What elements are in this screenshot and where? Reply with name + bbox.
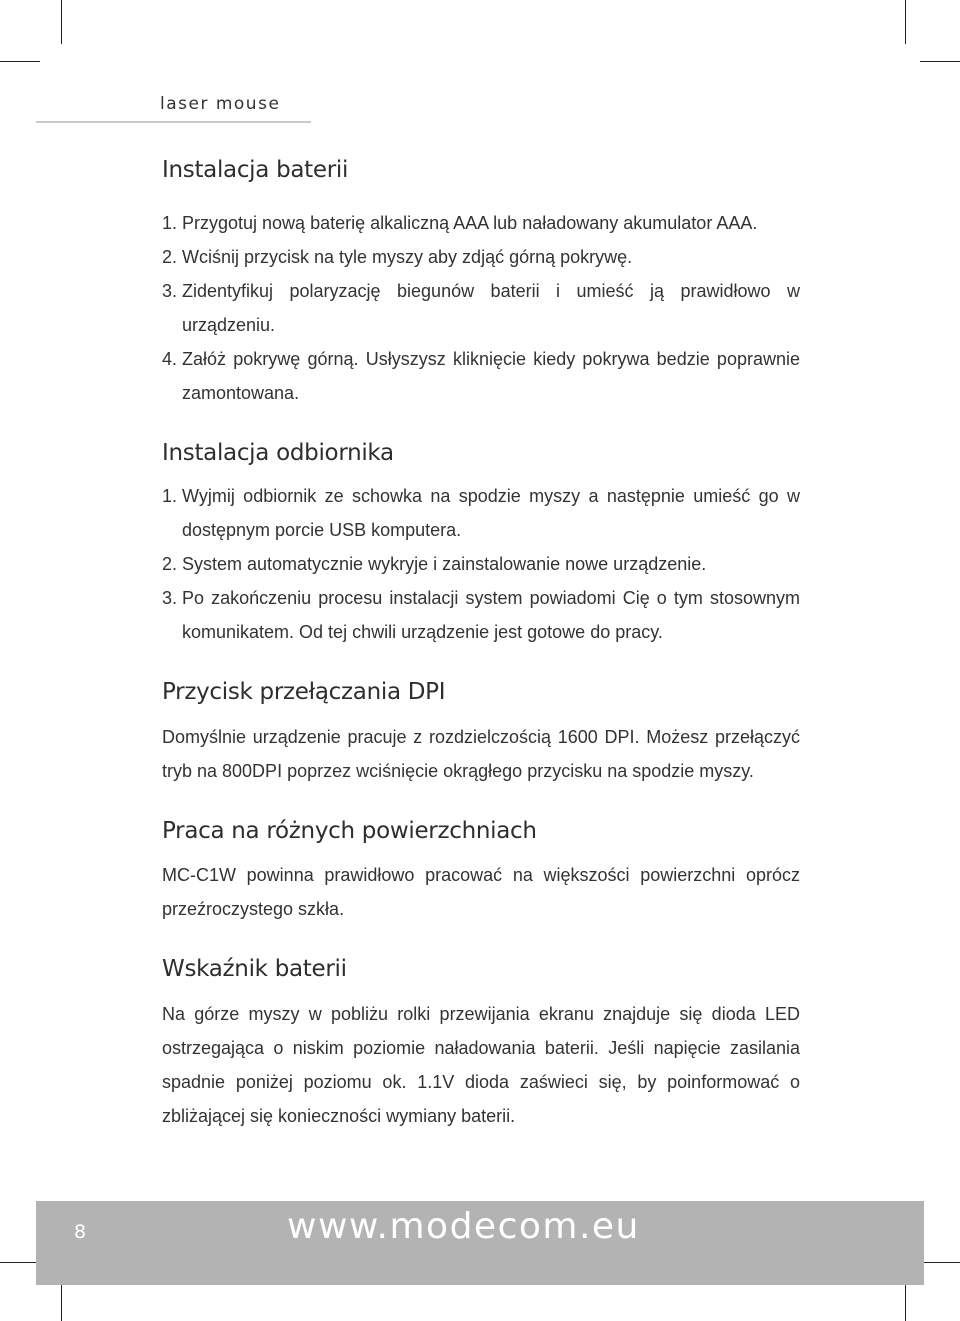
item-number: 2. — [162, 554, 178, 575]
crop-mark — [0, 61, 40, 62]
item-text: Wyjmij odbiornik ze schowka na spodzie myszy a następnie umieść go w dostępnym porcie USB komputera. — [182, 486, 800, 541]
dpi-switch-paragraph: Domyślnie urządzenie pracuje z rozdzielczością 1600 DPI. Możesz przełączyć tryb na 800DPI poprzez wciśnięcie okrągłego przycisku na spodzie myszy. — [162, 726, 800, 781]
item-number: 1. — [162, 486, 178, 507]
surfaces-paragraph: MC-C1W powinna prawidłowo pracować na większości powierzchni oprócz przeźroczystego szkła. — [162, 865, 800, 920]
list-item — [162, 206, 800, 240]
crop-mark — [920, 1262, 960, 1263]
item-text: Po zakończeniu procesu instalacji system powiadomi Cię o tym stosownym komunikatem. Od tej chwili urządzenie jest gotowe do pracy. — [182, 588, 800, 643]
list-item — [162, 274, 800, 342]
crop-mark — [61, 0, 62, 44]
item-number: 3. — [162, 280, 178, 301]
item-text: Przygotuj nową baterię alkaliczną AAA lub naładowany akumulator AAA. — [182, 212, 758, 233]
list-item — [162, 240, 800, 274]
item-number: 1. — [162, 212, 178, 233]
section-title-battery-install: Instalacja baterii — [162, 157, 349, 183]
item-text: Zidentyfikuj polaryzację biegunów baterii i umieść ją prawidłowo w urządzeniu. — [182, 280, 800, 335]
item-number: 2. — [162, 246, 178, 267]
battery-indicator-paragraph: Na górze myszy w pobliżu rolki przewijania ekranu znajduje się dioda LED ostrzegająca o niskim poziomie naładowania baterii. Jeśli napięcie zasilania spadnie poniżej poziomu ok. 1.1V dioda zaświeci się, by poinformować o zbliżającej się konieczności wymiany baterii. — [162, 1003, 800, 1126]
list-item — [162, 342, 800, 410]
section-title-surfaces: Praca na różnych powierzchniach — [162, 817, 537, 844]
receiver-install-steps — [162, 479, 800, 649]
footer-website-url: www.modecom.eu — [287, 1206, 640, 1247]
page-content — [162, 150, 800, 1133]
crop-mark — [905, 0, 906, 44]
crop-mark — [920, 61, 960, 62]
item-number: 3. — [162, 588, 178, 609]
crop-mark — [0, 1262, 40, 1263]
list-item — [162, 581, 800, 649]
list-item — [162, 547, 800, 581]
running-head: laser mouse — [160, 94, 281, 114]
crop-mark — [61, 1279, 62, 1321]
crop-mark — [905, 1279, 906, 1321]
header-rule — [36, 121, 311, 123]
list-item — [162, 479, 800, 547]
item-number: 4. — [162, 348, 178, 369]
section-title-dpi-switch: Przycisk przełączania DPI — [162, 679, 446, 706]
item-text: Wciśnij przycisk na tyle myszy aby zdjąć górną pokrywę. — [182, 246, 633, 267]
battery-install-steps — [162, 206, 800, 410]
section-title-battery-indicator: Wskaźnik baterii — [162, 956, 347, 983]
item-text: System automatycznie wykryje i zainstalowanie nowe urządzenie. — [182, 554, 707, 575]
page-number: 8 — [74, 1221, 87, 1243]
section-title-receiver-install: Instalacja odbiornika — [162, 439, 394, 466]
item-text: Załóż pokrywę górną. Usłyszysz kliknięcie kiedy pokrywa bedzie poprawnie zamontowana. — [182, 348, 800, 403]
